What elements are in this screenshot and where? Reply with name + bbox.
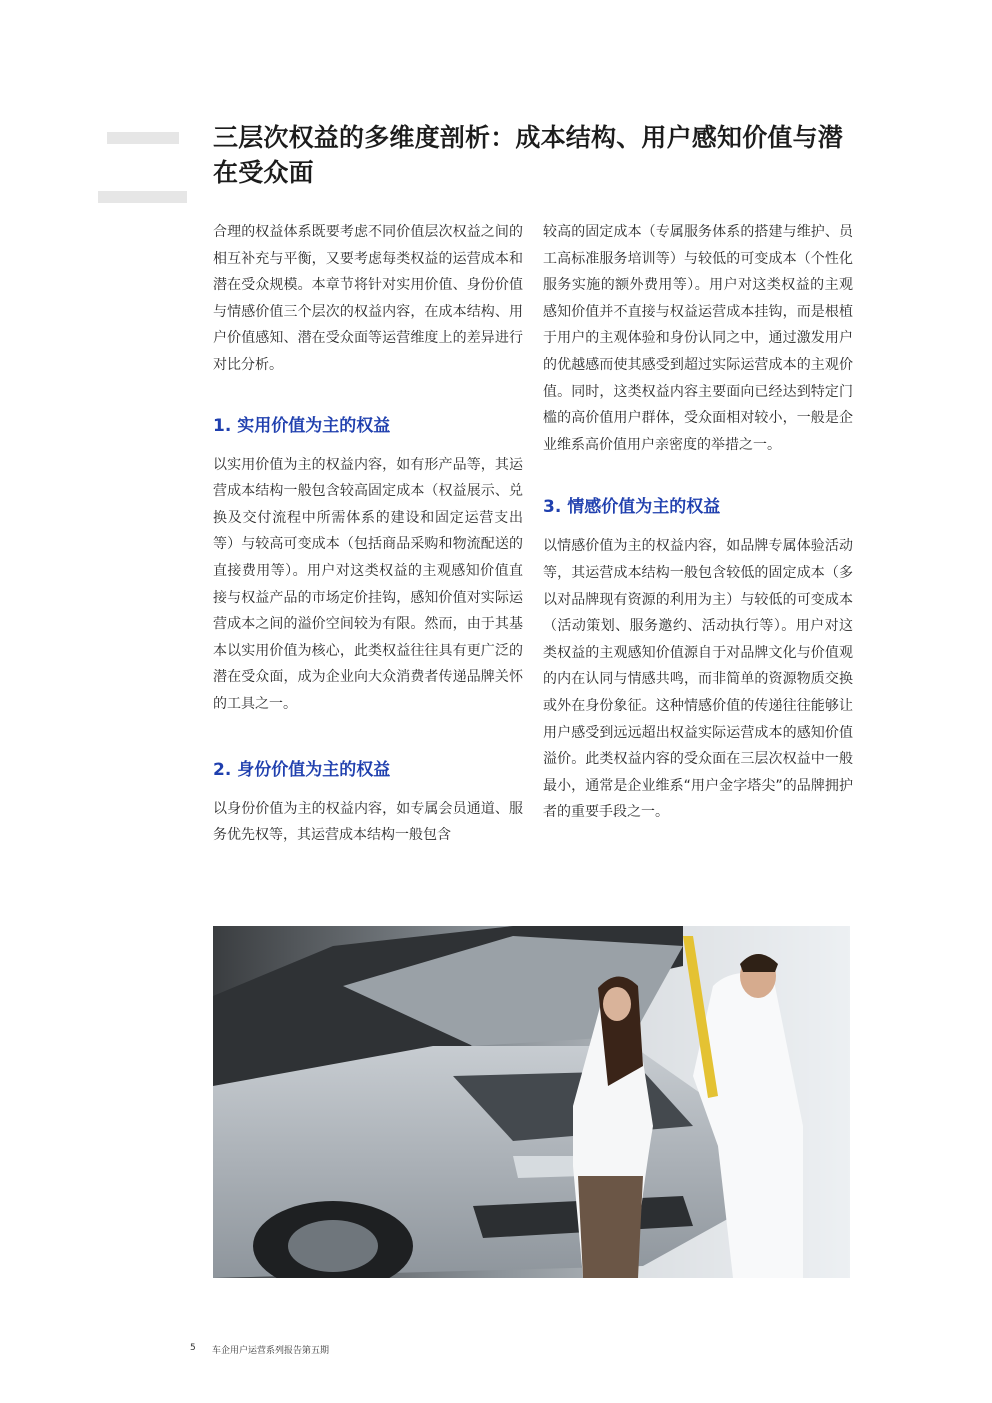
identity-value-paragraph-continued: 较高的固定成本（专属服务体系的搭建与维护、员工高标准服务培训等）与较低的可变成本（个性化服务实施的额外费用等）。用户对这类权益的主观感知价值并不直接与权益运营成本挂钩，而是根植于用户的主观体验和身份认同之中，通过激发用户的优越感而使其感受到超过实际运营成本的主观价值。同时，这类权益内容主要面向已经达到特定门槛的高价值用户群体，受众面相对较小，一般是企业维系高价值用户亲密度的举措之一。 [543, 224, 853, 453]
section-heading-emotional-value: 3. 情感价值为主的权益 [543, 497, 721, 518]
report-name: 车企用户运营系列报告第五期 [212, 1346, 330, 1356]
section-heading-identity-value: 2. 身份价值为主的权益 [213, 759, 391, 780]
identity-value-paragraph: 以身份价值为主的权益内容，如专属会员通道、服务优先权等，其运营成本结构一般包含 [213, 800, 523, 844]
page-number: 5 [190, 1343, 196, 1353]
practical-value-paragraph: 以实用价值为主的权益内容，如有形产品等，其运营成本结构一般包含较高固定成本（权益展示、兑换及交付流程中所需体系的建设和固定运营支出等）与较高可变成本（包括商品采购和物流配送的直接费用等）。用户对这类权益的主观感知价值直接与权益产品的市场定价挂钩，感知价值对实际运营成本之间的溢价空间较为有限。然而，由于其基本以实用价值为核心，此类权益往往具有更广泛的潜在受众面，成为企业向大众消费者传递品牌关怀的工具之一。 [213, 456, 523, 712]
left-column [213, 219, 523, 849]
section-heading-practical-value: 1. 实用价值为主的权益 [213, 415, 391, 436]
car-showroom-photo [213, 926, 850, 1278]
page-title: 三层次权益的多维度剖析：成本结构、用户感知价值与潜在受众面 [213, 123, 844, 187]
emotional-value-paragraph: 以情感价值为主的权益内容，如品牌专属体验活动等，其运营成本结构一般包含较低的固定成本（多以对品牌现有资源的利用为主）与较低的可变成本（活动策划、服务邀约、活动执行等）。用户对这类权益的主观感知价值源自于对品牌文化与价值观的内在认同与情感共鸣，而非简单的资源物质交换或外在身份象征。这种情感价值的传递往往能够让用户感受到远远超出权益实际运营成本的感知价值溢价。此类权益内容的受众面在三层次权益中一般最小，通常是企业维系“用户金字塔尖”的品牌拥护者的重要手段之一。 [543, 538, 853, 821]
intro-paragraph: 合理的权益体系既要考虑不同价值层次权益之间的相互补充与平衡，又要考虑每类权益的运营成本和潜在受众规模。本章节将针对实用价值、身份价值与情感价值三个层次的权益内容，在成本结构、用户价值感知、潜在受众面等运营维度上的差异进行对比分析。 [213, 224, 523, 373]
right-column [543, 219, 853, 826]
decorative-bar-bottom [98, 191, 187, 203]
decorative-bar-top [107, 132, 179, 144]
